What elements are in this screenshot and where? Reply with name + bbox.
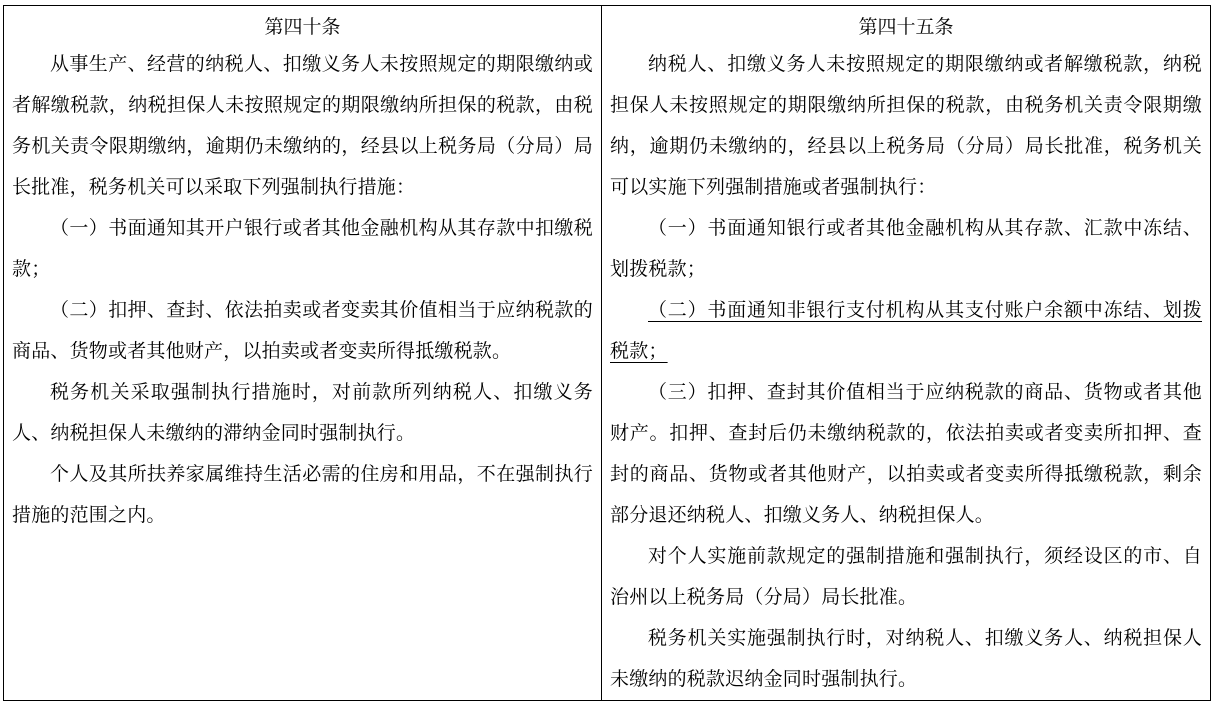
- new-article-cell: [602, 6, 1211, 701]
- new-paragraph-4: （三）扣押、查封其价值相当于应纳税款的商品、货物或者其他财产。扣押、查封后仍未缴纳税款的，依法拍卖或者变卖所扣押、查封的商品、货物或者其他财产，以拍卖或者变卖所得抵缴税款，剩余部分退还纳税人、扣缴义务人、纳税担保人。: [610, 381, 1202, 526]
- old-paragraph-4: 税务机关采取强制执行措施时，对前款所列纳税人、扣缴义务人、纳税担保人未缴纳的滞纳金同时强制执行。: [12, 381, 593, 444]
- table-row: [4, 6, 1211, 701]
- new-article-title: 第四十五条: [858, 16, 954, 38]
- comparison-table: [3, 5, 1211, 701]
- new-paragraph-5: 对个人实施前款规定的强制措施和强制执行，须经设区的市、自治州以上税务局（分局）局长批准。: [610, 545, 1202, 608]
- new-paragraph-6: 税务机关实施强制执行时，对纳税人、扣缴义务人、纳税担保人未缴纳的税款迟纳金同时强制执行。: [610, 627, 1202, 690]
- old-article-title: 第四十条: [264, 16, 341, 38]
- added-text-underlined: （二）书面通知非银行支付机构从其支付账户余额中冻结、划拨税款；: [610, 299, 1202, 362]
- old-paragraph-2: （一）书面通知其开户银行或者其他金融机构从其存款中扣缴税款；: [12, 217, 593, 280]
- new-paragraph-1: 纳税人、扣缴义务人未按照规定的期限缴纳或者解缴税款，纳税担保人未按照规定的期限缴纳所担保的税款，由税务机关责令限期缴纳，逾期仍未缴纳的，经县以上税务局（分局）局长批准，税务机关可以实施下列强制措施或者强制执行：: [610, 53, 1202, 198]
- old-paragraph-3: （二）扣押、查封、依法拍卖或者变卖其价值相当于应纳税款的商品、货物或者其他财产，以拍卖或者变卖所得抵缴税款。: [12, 299, 593, 362]
- new-paragraph-3-added: [610, 290, 1202, 372]
- old-paragraph-5: 个人及其所扶养家属维持生活必需的住房和用品，不在强制执行措施的范围之内。: [12, 463, 593, 526]
- old-article-cell: [4, 6, 602, 701]
- old-paragraph-1: 从事生产、经营的纳税人、扣缴义务人未按照规定的期限缴纳或者解缴税款，纳税担保人未按照规定的期限缴纳所担保的税款，由税务机关责令限期缴纳，逾期仍未缴纳的，经县以上税务局（分局）局长批准，税务机关可以采取下列强制执行措施：: [12, 53, 593, 198]
- new-paragraph-2: （一）书面通知银行或者其他金融机构从其存款、汇款中冻结、划拨税款；: [610, 217, 1202, 280]
